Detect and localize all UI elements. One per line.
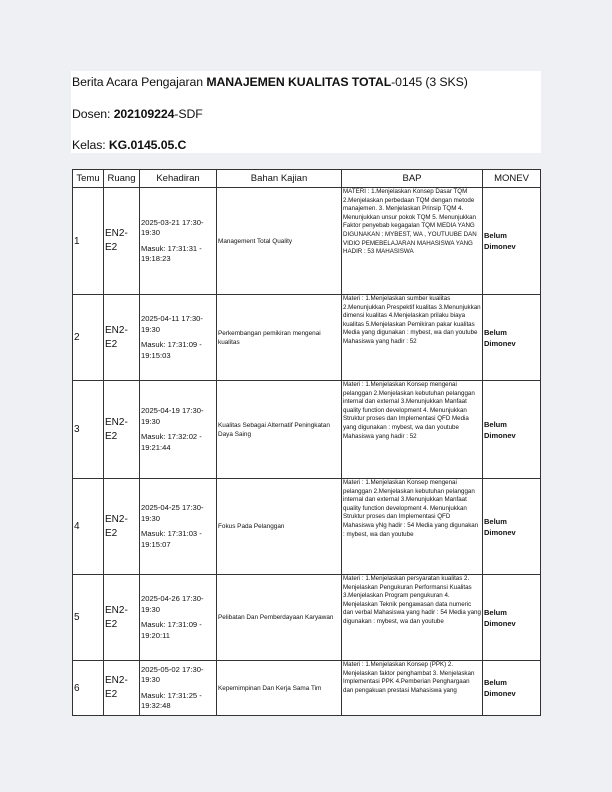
jadwal-text: 2025-03-21 17:30-19:30: [141, 217, 204, 237]
class-code: KG.0145.05.C: [108, 138, 187, 152]
title-prefix: Berita Acara Pengajaran: [72, 75, 207, 89]
jadwal-text: 2025-04-11 17:30-19:30: [141, 314, 203, 334]
monev-cell: Belum Dimonev: [483, 381, 541, 479]
ruang-cell: EN2-E2: [104, 661, 140, 716]
lecturer-label: Dosen:: [72, 107, 114, 121]
bahan-cell: Kepemimpinan Dan Kerja Sama Tim: [217, 661, 342, 716]
jadwal-text: 2025-05-02 17:30-19:30: [141, 664, 204, 684]
monev-cell: Belum Dimonev: [483, 188, 541, 295]
masuk-text: Masuk: 17:32:02 - 19:21:44: [141, 432, 202, 452]
col-header-temu: Temu: [73, 170, 104, 188]
masuk-text: Masuk: 17:31:31 - 19:18:23: [141, 243, 202, 263]
bap-text: Materi : 1.Menjelaskan persyaratan kualitas 2. Menjelaskan Pengukuran Performansi Kualitas 3.Menjelaskan Program pengukuran 4. Menjelaskan Teknik pengawasan data numeric dan verbal Mahasiswa yang hadir : 54 Media yang digunakan : mybest, wa dan youtube: [343, 575, 481, 625]
lecturer-line: [72, 107, 203, 121]
bap-cell: [342, 479, 483, 575]
kehadiran-cell: [140, 575, 217, 661]
kehadiran-cell: [140, 188, 217, 295]
monev-cell: Belum Dimonev: [483, 479, 541, 575]
ruang-cell: EN2-E2: [104, 381, 140, 479]
temu-cell: 1: [73, 188, 104, 295]
col-header-monev: MONEV: [483, 170, 541, 188]
bap-cell: [342, 188, 483, 295]
masuk-text: Masuk: 17:31:09 - 19:15:03: [141, 340, 202, 360]
masuk-text: Masuk: 17:31:09 - 19:20:11: [141, 620, 202, 640]
masuk-text: Masuk: 17:31:03 - 19:15:07: [141, 529, 202, 549]
bap-text: Materi : 1.Menjelaskan Konsep (PPK) 2. Menjelaskan faktor penghambat 3. Menjelaskan Implementasi PPK 4.Pemberian Penghargaan dan pengakuan prestasi Mahasiswa yang: [343, 661, 475, 694]
class-label: Kelas:: [72, 138, 109, 152]
bap-text: MATERI : 1.Menjelaskan Konsep Dasar TQM 2.Menjelaskan perbedaan TQM dengan metode manajemen. 3. Menjelaskan Prinsip TQM 4. Menunjukkan unsur pokok TQM 5. Menunjukkan Faktor penyebab kegagalan TQM MEDIA YANG DIGUNAKAN : MYBEST, WA , YOUTUUBE DAN VIDIO PEMEBELAJARAN MAHASISWA YANG HADIR : 53 MAHASISWA: [343, 188, 477, 256]
table-row: [73, 188, 541, 295]
table-row: [73, 295, 541, 381]
monev-cell: Belum Dimonev: [483, 295, 541, 381]
document-header: [71, 71, 541, 153]
temu-cell: 6: [73, 661, 104, 716]
temu-cell: 2: [73, 295, 104, 381]
bap-cell: [342, 575, 483, 661]
monev-cell: Belum Dimonev: [483, 575, 541, 661]
monev-cell: Belum Dimonev: [483, 661, 541, 716]
bap-text: Materi : 1.Menjelaskan Konsep mengenai pelanggan 2.Menjelaskan kebutuhan pelanggan internal dan external 3.Menunjukkan Manfaat quality function development 4. Menunjukkan Struktur proses dan Implementasi QFD Media yang digunakan : mybest, wa dan youtube Mahasiswa yang hadir : 52: [343, 381, 475, 440]
bap-cell: [342, 381, 483, 479]
course-suffix: -0145 (3 SKS): [391, 75, 468, 89]
lecturer-id: 202109224: [113, 107, 175, 121]
temu-cell: 4: [73, 479, 104, 575]
bap-text: Materi : 1.Menjelaskan Konsep mengenai pelanggan 2.Menjelaskan kebutuhan pelanggan internal dan external 3.Menunjukkan Manfaat quality function development 4. Menunjukkan Struktur proses dan Implementasi QFD Mahasiswa yNg hadir : 54 Media yang digunakan : mybest, wa dan youtube: [343, 479, 479, 538]
kehadiran-cell: [140, 295, 217, 381]
course-title-line: [72, 75, 468, 89]
col-header-kehadiran: Kehadiran: [140, 170, 217, 188]
bap-cell: [342, 295, 483, 381]
course-name: MANAJEMEN KUALITAS TOTAL: [206, 75, 392, 89]
table-row: [73, 661, 541, 716]
jadwal-text: 2025-04-25 17:30-19:30: [141, 503, 204, 523]
jadwal-text: 2025-04-19 17:30-19:30: [141, 406, 204, 426]
kehadiran-cell: [140, 479, 217, 575]
bahan-cell: Management Total Quality: [217, 188, 342, 295]
ruang-cell: EN2-E2: [104, 188, 140, 295]
bahan-cell: Pelibatan Dan Pemberdayaan Karyawan: [217, 575, 342, 661]
masuk-text: Masuk: 17:31:25 - 19:32:48: [141, 690, 202, 710]
table-row: [73, 479, 541, 575]
col-header-bap: BAP: [342, 170, 483, 188]
table-header-row: [73, 170, 541, 188]
table-row: [73, 381, 541, 479]
jadwal-text: 2025-04-26 17:30-19:30: [141, 594, 204, 614]
temu-cell: 5: [73, 575, 104, 661]
ruang-cell: EN2-E2: [104, 295, 140, 381]
bahan-cell: Fokus Pada Pelanggan: [217, 479, 342, 575]
bap-text: Materi : 1.Menjelaskan sumber kualitas 2.Menunjukkan Prespektif kualitas 3.Menunjukkan dimensi kualitas 4.Menjelaskan prilaku biaya kualitas 5.Menjelaskan Pemikiran pakar kualitas Media yang digunakan : mybest, wa dan youtube Mahasiswa yang hadir : 52: [343, 295, 481, 345]
kehadiran-cell: [140, 661, 217, 716]
ruang-cell: EN2-E2: [104, 575, 140, 661]
bap-cell: [342, 661, 483, 716]
kehadiran-cell: [140, 381, 217, 479]
ruang-cell: EN2-E2: [104, 479, 140, 575]
lecturer-suffix: -SDF: [174, 107, 203, 121]
col-header-ruang: Ruang: [104, 170, 140, 188]
col-header-bahan-kajian: Bahan Kajian: [217, 170, 342, 188]
bahan-cell: Kualitas Sebagai Alternatif Peningkatan Daya Saing: [217, 381, 342, 479]
bap-table: [72, 169, 541, 716]
temu-cell: 3: [73, 381, 104, 479]
table-row: [73, 575, 541, 661]
bahan-cell: Perkembangan pemikiran mengenai kualitas: [217, 295, 342, 381]
class-line: [72, 138, 186, 152]
